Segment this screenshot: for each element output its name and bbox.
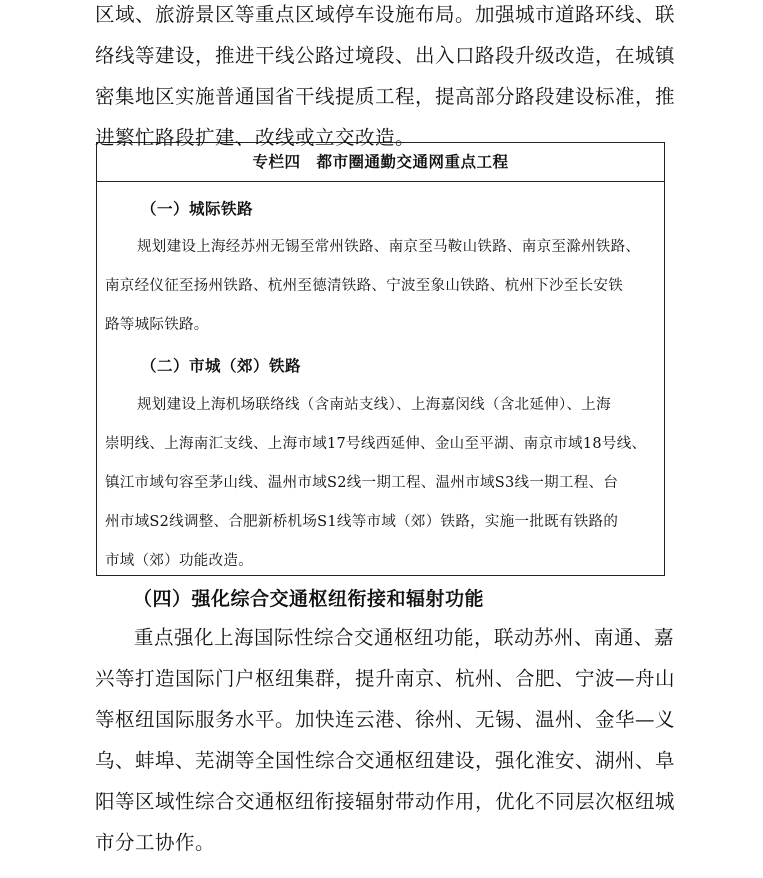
subsection-text — [105, 228, 657, 345]
paragraph-line: 进繁忙路段扩建、改线或立交改造。 — [95, 126, 416, 149]
feature-box — [96, 142, 665, 576]
paragraph-line: 乌、蚌埠、芜湖等全国性综合交通枢纽建设，强化淮安、湖州、阜 — [95, 749, 676, 772]
paragraph-line: 市分工协作。 — [95, 831, 216, 854]
text-line: 镇江市域句容至茅山线、温州市域S2线一期工程、温州市域S3线一期工程、台 — [105, 475, 619, 491]
paragraph-line: 区域、旅游景区等重点区域停车设施布局。加强城市道路环线、联 — [95, 3, 676, 26]
paragraph-line: 重点强化上海国际性综合交通枢纽功能，联动苏州、南通、嘉 — [134, 626, 675, 649]
subsection-heading: （二）市城（郊）铁路 — [141, 356, 302, 375]
text-line: 州市域S2线调整、合肥新桥机场S1线等市域（郊）铁路，实施一批既有铁路的 — [105, 514, 619, 530]
paragraph-line: 等枢纽国际服务水平。加快连云港、徐州、无锡、温州、金华—义 — [95, 708, 676, 731]
text-line: 规划建设上海机场联络线（含南站支线）、上海嘉闵线（含北延伸）、上海 — [137, 397, 611, 413]
text-line: 南京经仪征至扬州铁路、杭州至德清铁路、宁波至象山铁路、杭州下沙至长安铁 — [105, 278, 623, 294]
section-heading: （四）强化综合交通枢纽衔接和辐射功能 — [133, 588, 485, 610]
paragraph-line: 兴等打造国际门户枢纽集群，提升南京、杭州、合肥、宁波—舟山 — [95, 667, 676, 690]
paragraph-line: 络线等建设，推进干线公路过境段、出入口路段升级改造，在城镇 — [95, 44, 676, 67]
top-paragraph — [95, 0, 676, 158]
bottom-paragraph — [95, 617, 676, 863]
text-line: 市域（郊）功能改造。 — [105, 553, 253, 569]
paragraph-line: 阳等区域性综合交通枢纽衔接辐射带动作用，优化不同层次枢纽城 — [95, 790, 676, 813]
subsection-heading: （一）城际铁路 — [141, 199, 254, 218]
text-line: 路等城际铁路。 — [105, 317, 209, 333]
subsection-text — [105, 386, 657, 581]
text-line: 崇明线、上海南汇支线、上海市域17号线西延伸、金山至平湖、南京市域18号线、 — [105, 436, 647, 452]
box-title: 专栏四 都市圈通勤交通网重点工程 — [97, 143, 664, 182]
paragraph-line: 密集地区实施普通国省干线提质工程，提高部分路段建设标准，推 — [95, 85, 676, 108]
text-line: 规划建设上海经苏州无锡至常州铁路、南京至马鞍山铁路、南京至滁州铁路、 — [137, 239, 641, 255]
